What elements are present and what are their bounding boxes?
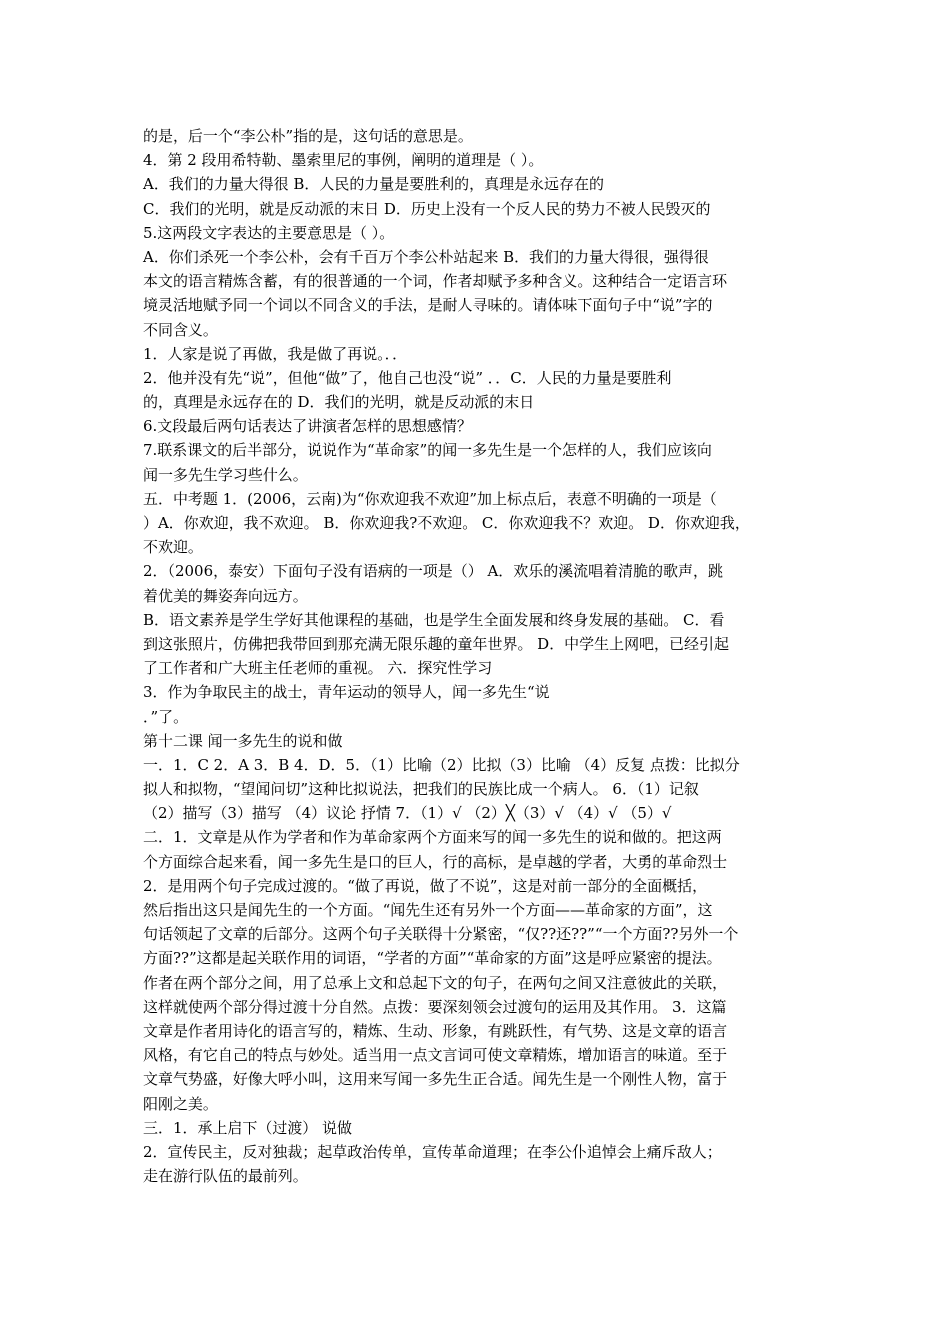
text-line: 6.文段最后两句话表达了讲演者怎样的思想感情？	[143, 417, 472, 436]
text-line: 本文的语言精炼含蓄，有的很普通的一个词，作者却赋予多种含义。这种结合一定语言环	[143, 272, 728, 291]
text-line: 文章气势盛，好像大呼小叫，这用来写闻一多先生正合适。闻先生是一个刚性人物，富于	[143, 1070, 728, 1089]
text-line: 2．是用两个句子完成过渡的。“做了再说，做了不说”，这是对前一部分的全面概括，	[143, 876, 708, 895]
text-line: B．语文素养是学生学好其他课程的基础，也是学生全面发展和终身发展的基础。 C．看	[143, 610, 725, 629]
text-line: ．”了。	[143, 707, 189, 726]
text-line: 二．1．文章是从作为学者和作为革命家两个方面来写的闻一多先生的说和做的。把这两	[143, 828, 722, 847]
text-line: A．你们杀死一个李公朴，会有千百万个李公朴站起来 B．我们的力量大得很，强得很	[143, 247, 709, 266]
text-line: （2）描写（3）描写 （4）议论 抒情 7．（1）√ （2）╳（3）√ （4）√ （5）√	[143, 804, 672, 823]
text-line: 了工作者和广大班主任老师的重视。 六．探究性学习	[143, 659, 493, 678]
text-line: 拟人和拟物，“望闻问切”这种比拟说法，把我们的民族比成一个病人。 6．（1）记叙	[143, 780, 699, 799]
text-line: 阳刚之美。	[143, 1094, 218, 1113]
text-line: 2．宣传民主，反对独裁；起草政治传单，宣传革命道理；在李公仆追悼会上痛斥敌人；	[143, 1142, 722, 1161]
text-line: 4．第 2 段用希特勒、墨索里尼的事例，阐明的道理是（ ）。	[143, 151, 544, 170]
text-line: 2．（2006，泰安）下面句子没有语病的一项是（） A．欢乐的溪流唱着清脆的歌声，跳	[143, 562, 723, 581]
text-line: 方面??”这都是起关联作用的词语，“学者的方面”“革命家的方面”这是呼应紧密的提法。	[143, 949, 722, 968]
text-line: 句话领起了文章的后部分。这两个句子关联得十分紧密，“仅??还??”“一个方面??另外一个	[143, 925, 739, 944]
text-line: 1．人家是说了再做，我是做了再说。．．	[143, 344, 408, 363]
text-line: 个方面综合起来看，闻一多先生是口的巨人，行的高标，是卓越的学者，大勇的革命烈士	[143, 852, 728, 871]
text-line: 的是，后一个“李公朴”指的是，这句话的意思是。	[143, 127, 473, 145]
text-line: 一．1．C 2．A 3．B 4．D．5．（1）比喻（2）比拟（3）比喻 （4）反复 点拨：比拟分	[143, 755, 740, 774]
text-line: 作者在两个部分之间，用了总承上文和总起下文的句子，在两句之间又注意彼此的关联，	[143, 973, 728, 992]
text-line: C．我们的光明，就是反动派的末日 D．历史上没有一个反人民的势力不被人民毁灭的	[143, 199, 711, 218]
text-line: 不同含义。	[143, 320, 218, 339]
text-line: 文章是作者用诗化的语言写的，精炼、生动、形象，有跳跃性，有气势、这是文章的语言	[143, 1021, 728, 1040]
text-line: 然后指出这只是闻先生的一个方面。“闻先生还有另外一个方面——革命家的方面”，这	[143, 901, 713, 919]
text-line: 这样就使两个部分得过渡十分自然。点拨：要深刻领会过渡句的运用及其作用。 3．这篇	[143, 997, 727, 1016]
text-line: 的，真理是永远存在的 D．我们的光明，就是反动派的末日	[143, 393, 535, 412]
text-line: 2．他并没有先“说”，但他“做”了，他自己也没“说” ．．C．人民的力量是要胜利	[143, 368, 672, 387]
text-line: 走在游行队伍的最前列。	[143, 1167, 308, 1186]
section-heading: 第十二课 闻一多先生的说和做	[143, 731, 343, 750]
text-line: 五．中考题 1．(2006，云南)为“你欢迎我不欢迎”加上标点后，表意不明确的一项是（	[143, 489, 717, 508]
text-line: 闻一多先生学习些什么。	[143, 465, 308, 484]
document-page	[143, 124, 815, 1188]
text-line: ）A．你欢迎，我不欢迎。 B．你欢迎我?不欢迎。 C．你欢迎我不？欢迎。 D．你欢迎我，	[143, 514, 750, 532]
text-line: 3．作为争取民主的战士，青年运动的领导人，闻一多先生“说	[143, 683, 550, 702]
text-line: 风格，有它自己的特点与妙处。适当用一点文言词可使文章精炼，增加语言的味道。至于	[143, 1046, 728, 1065]
text-line: A．我们的力量大得很 B．人民的力量是要胜利的，真理是永远存在的	[143, 175, 604, 194]
text-line: 境灵活地赋予同一个词以不同含义的手法，是耐人寻味的。请体味下面句子中“说”字的	[143, 296, 713, 315]
text-line: 7.联系课文的后半部分，说说作为“革命家”的闻一多先生是一个怎样的人，我们应该向	[143, 441, 712, 460]
text-line: 到这张照片，仿佛把我带回到那充满无限乐趣的童年世界。 D．中学生上网吧，已经引起	[143, 634, 729, 653]
text-line: 三．1．承上启下（过渡） 说做	[143, 1118, 353, 1137]
text-line: 着优美的舞姿奔向远方。	[143, 586, 308, 605]
text-line: 5.这两段文字表达的主要意思是（ ）。	[143, 223, 395, 242]
text-line: 不欢迎。	[143, 538, 203, 557]
